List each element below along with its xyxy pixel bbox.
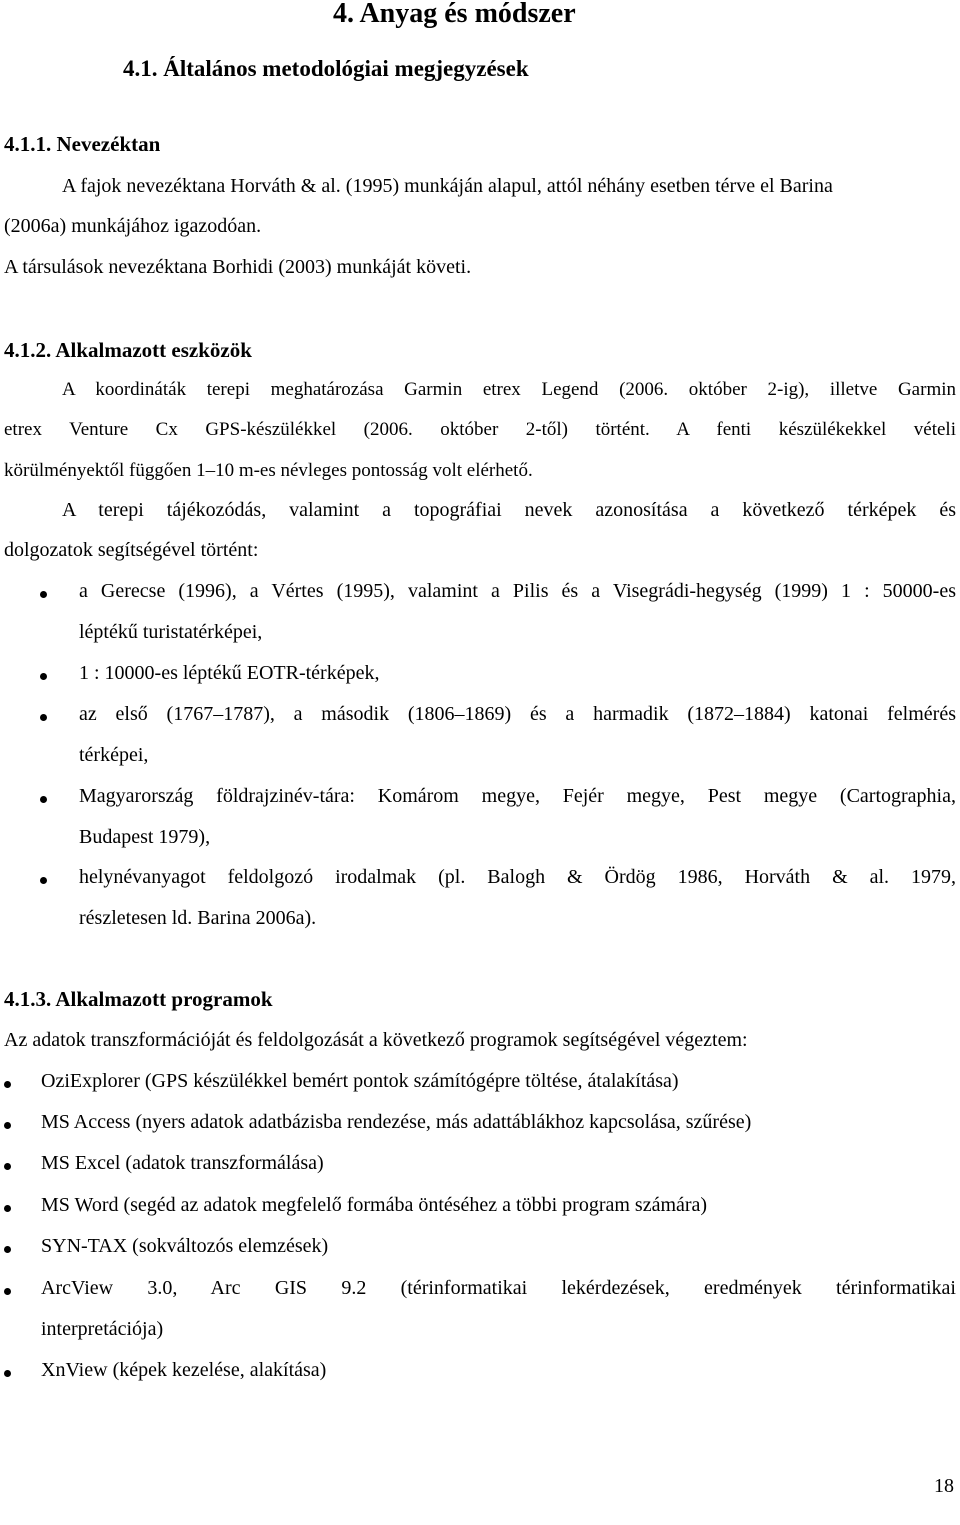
paragraph-line: A társulások nevezéktana Borhidi (2003) munkáját követi.	[4, 256, 472, 278]
bullet-dot	[4, 1288, 11, 1295]
bullet-dot	[40, 673, 47, 680]
bullet-dot	[40, 714, 47, 721]
bullet-dot	[40, 796, 47, 803]
list-item-continuation: interpretációja)	[41, 1318, 164, 1340]
list-item: MS Word (segéd az adatok megfelelő formába öntéséhez a többi program számára)	[41, 1194, 708, 1216]
paragraph-line: (2006a) munkájához igazodóan.	[4, 215, 262, 237]
bullet-dot	[4, 1205, 11, 1212]
list-item: a Gerecse (1996), a Vértes (1995), valamint a Pilis és a Visegrádi-hegység (1999) 1 : 50000-es	[79, 580, 956, 602]
paragraph-line: A terepi tájékozódás, valamint a topográfiai nevek azonosítása a következő térképek és	[62, 499, 956, 521]
paragraph-line	[62, 175, 956, 198]
paragraph-text: A fajok nevezéktana Horváth & al. (1995) munkáján alapul, attól néhány esetben térve el Barina	[62, 175, 833, 197]
paragraph-line: A koordináták terepi meghatározása Garmin etrex Legend (2006. október 2-ig), illetve Garmin	[62, 379, 956, 400]
chapter-title: 4. Anyag és módszer	[333, 0, 576, 29]
list-item: az első (1767–1787), a második (1806–1869) és a harmadik (1872–1884) katonai felmérés	[79, 703, 956, 725]
list-item: SYN-TAX (sokváltozós elemzések)	[41, 1235, 329, 1257]
subsection-title-nevezektan: 4.1.1. Nevezéktan	[4, 132, 161, 156]
list-item-continuation: Budapest 1979),	[79, 826, 211, 848]
list-item-continuation: térképei,	[79, 744, 149, 766]
list-item-continuation: léptékű turistatérképei,	[79, 621, 263, 643]
page-number: 18	[934, 1475, 954, 1497]
paragraph-line: körülményektől függően 1–10 m-es névleges pontosság volt elérhető.	[4, 460, 533, 481]
list-item-continuation: részletesen ld. Barina 2006a).	[79, 907, 317, 929]
bullet-dot	[4, 1081, 11, 1088]
list-item: XnView (képek kezelése, alakítása)	[41, 1359, 327, 1381]
list-item: ArcView 3.0, Arc GIS 9.2 (térinformatikai lekérdezések, eredmények térinformatikai	[41, 1277, 956, 1299]
bullet-dot	[4, 1246, 11, 1253]
bullet-dot	[4, 1370, 11, 1377]
list-item: MS Access (nyers adatok adatbázisba rendezése, más adattáblákhoz kapcsolása, szűrése)	[41, 1111, 752, 1133]
list-item: OziExplorer (GPS készülékkel bemért pontok számítógépre töltése, átalakítása)	[41, 1070, 679, 1092]
list-item: 1 : 10000-es léptékű EOTR-térképek,	[79, 662, 380, 684]
section-title: 4.1. Általános metodológiai megjegyzések	[123, 56, 529, 81]
paragraph-line: etrex Venture Cx GPS-készülékkel (2006. október 2-től) történt. A fenti készülékekkel vételi	[4, 419, 956, 440]
list-item: helynévanyagot feldolgozó irodalmak (pl. Balogh & Ördög 1986, Horváth & al. 1979,	[79, 866, 956, 888]
bullet-dot	[4, 1163, 11, 1170]
list-item: Magyarország földrajzinév-tára: Komárom megye, Fejér megye, Pest megye (Cartographia,	[79, 785, 956, 807]
bullet-dot	[40, 877, 47, 884]
list-item: MS Excel (adatok transzformálása)	[41, 1152, 324, 1174]
paragraph-line: dolgozatok segítségével történt:	[4, 539, 259, 561]
subsection-title-programok: 4.1.3. Alkalmazott programok	[4, 987, 273, 1011]
paragraph-line: Az adatok transzformációját és feldolgozását a következő programok segítségével végeztem:	[4, 1029, 748, 1051]
bullet-dot	[4, 1122, 11, 1129]
subsection-title-eszkozok: 4.1.2. Alkalmazott eszközök	[4, 338, 252, 362]
bullet-dot	[40, 591, 47, 598]
